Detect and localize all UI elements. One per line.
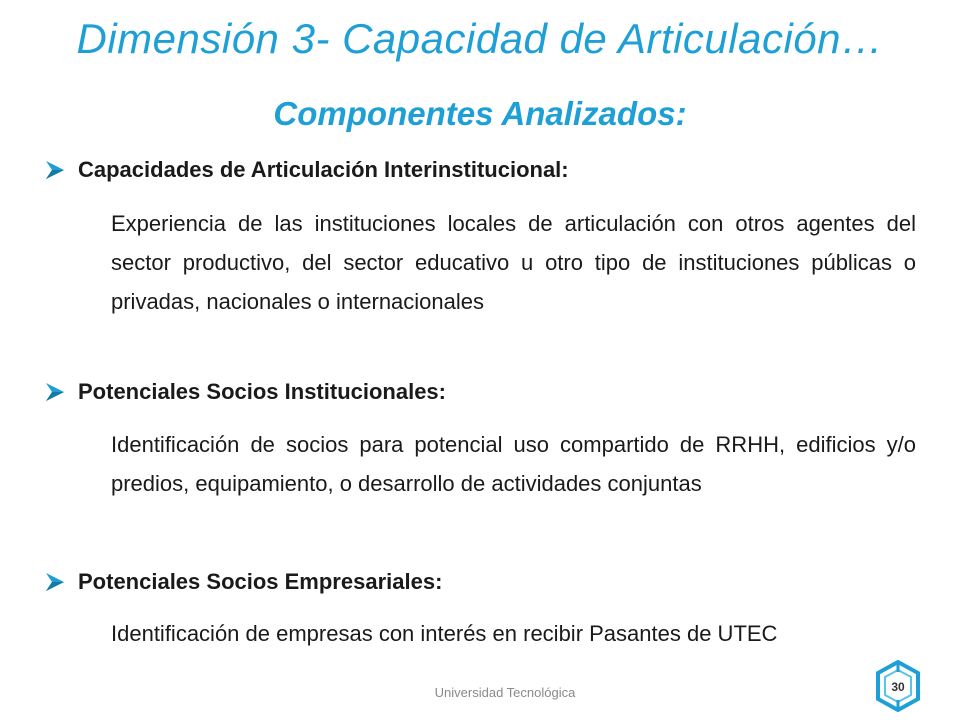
section-heading-2 [44, 376, 446, 408]
slide-subtitle: Componentes Analizados: [273, 95, 687, 132]
section-description-2: Identificación de socios para potencial uso compartido de RRHH, edificios y/o predios, equipamiento, o desarrollo de actividades conjuntas [111, 432, 916, 496]
slide-title: Dimensión 3- Capacidad de Articulación… [76, 15, 884, 62]
section-description-1: Experiencia de las instituciones locales de articulación con otros agentes del sector productivo, del sector educativo u otro tipo de instituciones públicas o privadas, nacionales o internacionales [111, 211, 916, 314]
section-heading-3 [44, 566, 442, 598]
arrow-bullet-icon [44, 159, 70, 181]
section-heading-text: Potenciales Socios Institucionales: [78, 379, 446, 404]
arrow-bullet-icon [44, 381, 70, 403]
arrow-bullet-icon [44, 571, 70, 593]
footer-text: Universidad Tecnológica [434, 685, 576, 700]
section-heading-text: Capacidades de Articulación Interinstitucional: [78, 157, 569, 182]
section-description-3: Identificación de empresas con interés en recibir Pasantes de UTEC [111, 621, 778, 646]
section-heading-1 [44, 154, 569, 186]
page-number: 30 [891, 680, 905, 694]
section-heading-text: Potenciales Socios Empresariales: [78, 569, 443, 594]
